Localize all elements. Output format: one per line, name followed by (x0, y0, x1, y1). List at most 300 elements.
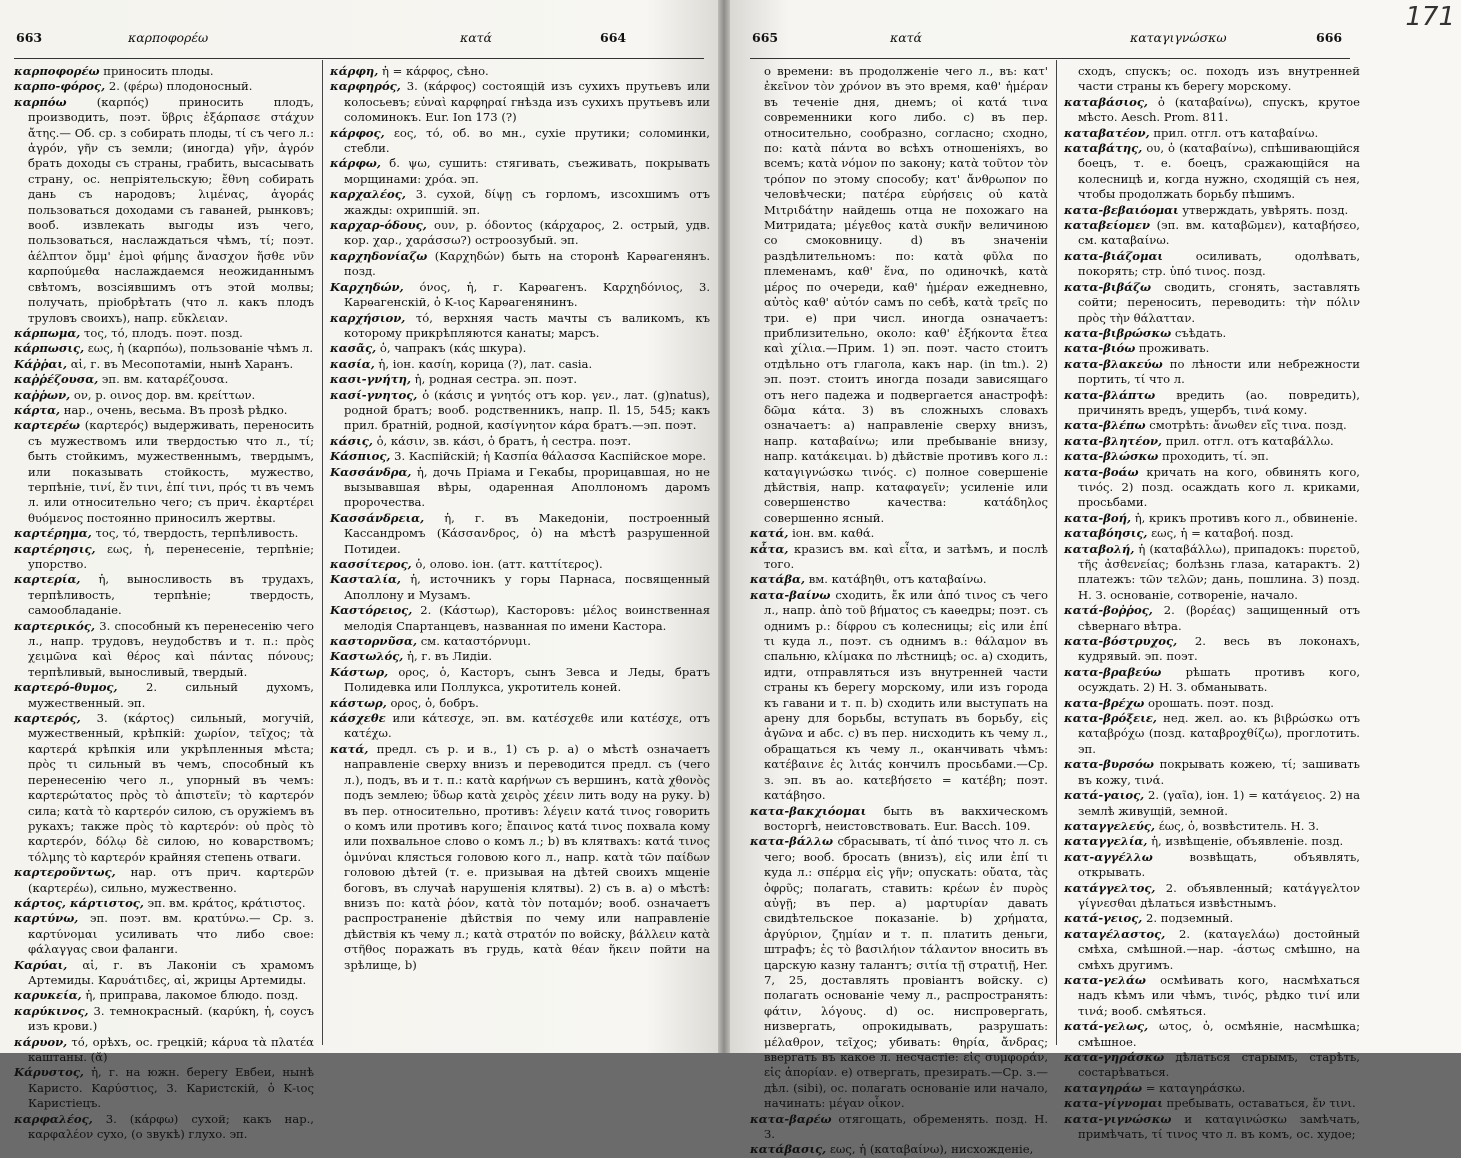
entry-headword: κατα-βοή, (1064, 510, 1132, 525)
entry-definition: εος, τό, об. во мн., сухіе прутики; соломинки, стебли. (344, 125, 710, 156)
dictionary-entry (330, 511, 710, 557)
entry-headword: καρύκινος, (14, 1003, 89, 1018)
dictionary-entry (1064, 1112, 1360, 1143)
entry-definition: съѣдать. (1174, 325, 1227, 340)
entry-definition: εως, ἡ (καρπόω), пользованіе чѣмъ л. (87, 341, 314, 356)
dictionary-entry (330, 280, 710, 311)
entry-definition: ἡ, выносливость въ трудахъ, терпѣливость, терпѣніе; твердость, самообладаніе. (28, 572, 314, 618)
entry-definition: 2. весь въ локонахъ, кудрявый. эп. поэт. (1078, 634, 1361, 664)
dictionary-entry (1064, 418, 1360, 433)
entry-definition: 2. объявленный; κατάγγελτον γίγνεσθαι дѣлаться извѣстнымъ. (1078, 880, 1360, 910)
entry-definition: проходить, τί. эп. (1161, 449, 1269, 464)
dictionary-entry (750, 1112, 1048, 1143)
entry-definition: (καρτερός) выдерживать, переносить съ мужествомъ или твердостью что л., τί; быть стойкимъ, мужественнымъ, твердымъ, или показывать стойкость, мужество, терпѣніе, τινί, ἔν τινι, ἐπί τινι, πρός τι въ чемъ л. или относительно чего; съ прич. ἐκαρτέρει θυόμενος постоянно приносилъ жертвы. (28, 418, 314, 525)
dictionary-entry (1064, 696, 1360, 711)
dictionary-entry (330, 434, 710, 449)
dictionary-entry (14, 911, 314, 957)
dictionary-entry (330, 79, 710, 125)
entry-definition: ορος, ὁ, бобръ. (390, 695, 479, 710)
entry-headword: καρπο-φόρος, (14, 79, 106, 94)
dictionary-entry (330, 557, 710, 572)
dictionary-entry (330, 218, 710, 249)
entry-definition: ορος, ὁ, Касторъ, сынъ Зевса и Леды, братъ Полидевка или Поллукса, укротитель коней. (344, 664, 710, 695)
entry-definition: ου, ὁ (καταβαίνω), спѣшивающійся боецъ, т. е. боецъ, сражающійся на колесницѣ и, когда нужно, сходящій съ нея, чтобы продолжать борьбу пѣшимъ. (1078, 141, 1360, 202)
entry-headword: κατα-βλάπτω (1064, 387, 1156, 402)
entry-headword: καταβάτης, (1064, 141, 1143, 156)
entry-headword: Κάσπιος, (330, 449, 391, 464)
dictionary-entry (1064, 711, 1360, 757)
entry-definition: τος, τό, твердость, терпѣливость. (95, 526, 299, 541)
dictionary-entry (14, 357, 314, 372)
entry-headword: καταβολή, (1064, 541, 1135, 556)
entry-definition: прил. отгл. отъ καταβαίνω. (1153, 125, 1319, 140)
entry-definition: возвѣщать, объявлять, открывать. (1078, 849, 1360, 880)
dictionary-entry (1064, 64, 1360, 95)
entry-definition: проживать. (1138, 341, 1210, 356)
dictionary-entry (1064, 788, 1360, 819)
dictionary-entry (14, 1004, 314, 1035)
running-head-right-a: κατά (890, 30, 922, 45)
entry-definition: 2. (βορέας) защищенный отъ сѣвернаго вѣтра. (1078, 603, 1360, 633)
entry-definition: 2. (γαῖα), іон. 1) = κατάγειος. 2) на землѣ живущій, земной. (1078, 788, 1361, 818)
entry-headword: καρφαλέος, (14, 1111, 93, 1126)
entry-definition: рѣшать противъ кого, осуждать. 2) Н. З. обманывать. (1078, 664, 1361, 695)
entry-definition: нар., очень, весьма. Въ прозѣ рѣдко. (63, 402, 288, 417)
dictionary-entry (330, 357, 710, 372)
dictionary-entry (14, 526, 314, 541)
entry-definition: 2. (καταγελάω) достойный смѣха, смѣшной.—нар. -άστως смѣшно, на смѣхъ другимъ. (1078, 926, 1361, 972)
dictionary-entry (750, 834, 1048, 1111)
left-page-column-1 (14, 64, 315, 1142)
entry-headword: κατα-βυρσόω (1064, 757, 1154, 772)
dictionary-entry (1064, 634, 1360, 665)
entry-definition: 2. подземный. (1145, 911, 1234, 926)
dictionary-entry (1064, 465, 1360, 511)
dictionary-entry (330, 341, 710, 356)
entry-headword: κάρτος, κάρτιστος, (14, 895, 144, 910)
dictionary-entry (330, 388, 710, 434)
entry-headword: κατα-βρόξειε, (1064, 711, 1157, 726)
dictionary-entry (1064, 603, 1360, 634)
page-number-665: 665 (752, 30, 779, 45)
entry-definition: см. καταστόρνυμι. (420, 634, 531, 649)
entry-definition: и καταγινώσκω замѣчать, примѣчать, τί τινος что л. въ комъ, ос. худое; (1078, 1111, 1361, 1142)
entry-definition: орошать. поэт. позд. (1147, 695, 1274, 710)
entry-headword: κατά-γειος, (1064, 911, 1143, 926)
entry-headword: καρτερικός, (14, 618, 96, 633)
dictionary-entry (330, 649, 710, 664)
entry-definition: ὁ, κάσιν, зв. κάσι, ὁ братъ, ἡ сестра. поэт. (376, 433, 632, 448)
entry-headword: κασί-γνητος, (330, 387, 418, 402)
dictionary-entry (14, 372, 314, 387)
entry-headword: κατα-βρέχω (1064, 695, 1145, 710)
entry-headword: κατα-βιόω (1064, 341, 1136, 356)
entry-headword: κατάβασις, (750, 1142, 827, 1157)
dictionary-entry (330, 742, 710, 973)
dictionary-entry (14, 95, 314, 326)
dictionary-entry (750, 64, 1048, 526)
entry-headword: κάρφος, (330, 125, 385, 140)
entry-definition: 3. сухой, δίψῃ съ горломъ, изсохшимъ отъ жажды: охрипшій. эп. (344, 187, 710, 217)
entry-definition: = καταγηράσκω. (1145, 1080, 1246, 1095)
entry-definition: б. ψω, сушить: стягивать, съеживать, покрывать морщинами: χρόα. эп. (344, 156, 710, 186)
entry-headword: κατάβα, (750, 572, 805, 587)
entry-definition: нед. жел. ао. къ βιβρώσκω отъ καταβρόχω (позд. καταβροχθίζω), проглотить. эп. (1078, 711, 1360, 756)
entry-definition: приносить плоды. (103, 64, 214, 78)
entry-headword: καρτύνω, (14, 911, 79, 926)
page-number-666: 666 (1316, 30, 1343, 45)
dictionary-entry (14, 988, 314, 1003)
entry-headword: καρπόω (14, 94, 67, 109)
entry-definition: или κάτεσχε, эп. вм. κατέσχεθε или κατέσχε, отъ κατέχω. (344, 711, 711, 741)
dictionary-entry (14, 326, 314, 341)
entry-definition: ὁ (κάσις и γνητός отъ кор. γεν., лат. (g)natus), родной братъ; вооб. родственникъ, напр. Il. 15, 545; какъ прил. братній, родной, κασίγνητον κάρα братъ.—эп. поэт. (344, 387, 710, 433)
left-page-column-2 (330, 64, 710, 1047)
dictionary-entry (1064, 511, 1360, 526)
dictionary-entry (330, 696, 710, 711)
entry-definition: утверждать, увѣрять. позд. (1182, 202, 1349, 217)
dictionary-entry (1064, 357, 1360, 388)
dictionary-entry (330, 187, 710, 218)
dictionary-entry (750, 804, 1048, 835)
entry-headword: κατά-βοῤῥος, (1064, 603, 1153, 618)
entry-definition: (эп. вм. καταβῶμεν), καταβήσεο, см. καταβαίνω. (1078, 218, 1360, 248)
entry-headword: καρχήσιον, (330, 310, 406, 325)
dictionary-entry (14, 1065, 314, 1111)
dictionary-entry (330, 311, 710, 342)
dictionary-entry (750, 1142, 1048, 1157)
entry-headword: κάρτα, (14, 402, 61, 417)
entry-headword: κατα-βιάζομαι (1064, 248, 1163, 263)
entry-definition: 3. (κάρτος) сильный, могучій, мужественный, крѣпкій: χωρίον, τεῖχος; τὰ καρτερά крѣпкія или укрѣпленныя мѣста; πρὸς τι сильный въ чемъ, способный къ перенесенію чего л., упорный въ чемъ: καρτερώτατος πρὸς τὸ ἀπιστεῖν; τὸ καρτερόν сила; κατὰ τὸ καρτερόν силою, съ оружіемъ въ рукахъ; также πρὸς τὸ καρτερόν: οὐ πρὸς τὸ καρτερόν, δόλῳ δὲ силою, но коварствомъ; τόλμης τὸ καρτερόν крайняя степень отваги. (28, 711, 315, 864)
entry-definition: εως, ἡ (καταβαίνω), нисхожденіе, (829, 1142, 1034, 1157)
dictionary-entry (330, 449, 710, 464)
entry-definition: эп. поэт. вм. κρατύνω.— Ср. з. καρτύνομαι усиливать что либо свое: φάλαγγας свои фаланги. (28, 911, 315, 957)
dictionary-entry (14, 896, 314, 911)
entry-definition: вредить (ао. повредить), причинять вредъ, ущербъ, τινά кому. (1078, 387, 1360, 417)
dictionary-entry (1064, 95, 1360, 126)
dictionary-entry (1064, 280, 1360, 326)
entry-definition: 3. способный къ перенесенію чего л., напр. трудовъ, неудобствъ и т. п.: πρὸς χειμῶνα καὶ θέρος καὶ πάντας πόνους; терпѣливый, выносливый, твердый. (28, 618, 315, 679)
dictionary-entry (14, 865, 314, 896)
entry-headword: Κάρυστος, (14, 1065, 84, 1080)
dictionary-entry (1064, 542, 1360, 604)
dictionary-entry (14, 79, 314, 94)
entry-headword: Κάστωρ, (330, 664, 389, 679)
entry-headword: κατ-αγγέλλω (1064, 849, 1153, 864)
entry-headword: καταγγελία, (1064, 834, 1148, 849)
entry-headword: Καστόρειος, (330, 603, 413, 618)
entry-definition: ἡ, родная сестра. эп. поэт. (414, 372, 578, 387)
entry-headword: κατά-γαιος, (1064, 788, 1145, 803)
dictionary-entry (1064, 819, 1360, 834)
entry-definition: 3. (κάρφος) состоящій изъ сухихъ прутьевъ или колосьевъ; εὐναὶ καρφηραί гнѣзда изъ сухихъ прутьевъ или соломинокъ. Eur. Ion 173 (?) (344, 79, 710, 125)
entry-definition: пребывать, оставаться, ἔν τινι. (1166, 1096, 1356, 1111)
entry-definition: кричать на кого, обвинять кого, τινός. 2) позд. осаждать кого л. криками, просьбами. (1078, 464, 1360, 510)
entry-definition: 2. (Κάστωρ), Касторовъ: μέλος воинственная мелодія Спартанцевъ, названная по имени Кастора. (344, 603, 711, 633)
entry-headword: Κασσάνδρεια, (330, 510, 425, 525)
entry-definition: 2. (φέρω) плодоносный. (108, 79, 253, 94)
entry-headword: κατα-βαρέω (750, 1111, 832, 1126)
entry-headword: κασσίτερος, (330, 557, 412, 571)
entry-headword: κατα-βλώσκω (1064, 449, 1159, 464)
dictionary-entry (330, 711, 710, 742)
entry-headword: καρτερό-θυμος, (14, 680, 118, 695)
entry-definition: ὁ, чапракъ (κάς шкура). (379, 341, 527, 356)
entry-headword: κατά-γελως, (1064, 1019, 1149, 1034)
dictionary-entry (330, 156, 710, 187)
entry-headword: κατα-βάλλω (750, 834, 834, 849)
entry-headword: Καστωλός, (330, 649, 404, 664)
entry-headword: καρφηρός, (330, 79, 401, 94)
running-head-right-b: καταγιγνώσκω (1130, 30, 1227, 45)
entry-definition: смотрѣть: ἄνωθεν εἴς τινα. позд. (1149, 418, 1347, 433)
entry-headword: Κασταλία, (330, 572, 401, 587)
entry-definition: іон. вм. καθά. (792, 526, 875, 541)
entry-definition: ὁ, олово. іон. (атт. καττίτερος). (415, 557, 603, 571)
entry-headword: κατα-βλητέον, (1064, 433, 1163, 448)
entry-headword: κάσις, (330, 433, 373, 448)
dictionary-entry (1064, 973, 1360, 1019)
entry-headword: καταγγελεύς, (1064, 818, 1156, 833)
dictionary-entry (14, 1112, 314, 1143)
dictionary-entry (330, 64, 710, 79)
dictionary-entry (1064, 757, 1360, 788)
left-page (0, 0, 718, 1142)
entry-headword: καρτεροῦντως, (14, 865, 116, 880)
entry-definition: покрывать кожею, τί; зашивать въ кожу, τινά. (1078, 757, 1360, 787)
entry-headword: κατα-γηράσκω (1064, 1050, 1165, 1064)
dictionary-entry (1064, 249, 1360, 280)
entry-definition: 3. Каспійскій; ἡ Κασπία θάλασσα Каспійское море. (394, 449, 707, 464)
entry-definition: нар. отъ прич. καρτερῶν (καρτερέω), сильно, мужественно. (28, 865, 314, 895)
entry-headword: καρχαρ-όδους, (330, 218, 427, 233)
entry-headword: καῤῥέζουσα, (14, 372, 99, 387)
running-head-left-b: κατά (460, 30, 492, 45)
entry-headword: κατα-βιβρώσκω (1064, 325, 1172, 340)
dictionary-entry (14, 64, 314, 79)
entry-headword: Κάῤῥαι, (14, 356, 67, 371)
dictionary-entry (1064, 388, 1360, 419)
entry-headword: κάρφη, (330, 64, 379, 78)
entry-definition: τό, верхняя часть мачты съ валикомъ, къ которому прикрѣпляются канаты; марсъ. (344, 310, 710, 340)
entry-definition: ἡ = κάρφος, сѣно. (381, 64, 489, 78)
entry-headword: κατα-γιγνώσκω (1064, 1111, 1172, 1126)
entry-headword: κατα-γίγνομαι (1064, 1096, 1163, 1111)
dictionary-entry (750, 526, 1048, 541)
dictionary-entry (1064, 1081, 1360, 1096)
entry-headword: καρτερία, (14, 572, 81, 587)
entry-headword: κατα-βλέπω (1064, 418, 1146, 433)
entry-definition: εως, ἡ = καταβοή. позд. (1151, 526, 1294, 541)
entry-headword: κασία, (330, 356, 375, 371)
dictionary-entry (750, 542, 1048, 573)
entry-definition: 3. темнокрасный. (καρύκη, ἡ, соусъ изъ крови.) (28, 1003, 314, 1034)
entry-headword: καῤῥων, (14, 387, 71, 402)
entry-definition: εως, ἡ, перенесеніе, терпѣніе; упорство. (28, 541, 314, 571)
entry-headword: καταγηράω (1064, 1080, 1143, 1095)
entry-headword: κατα-βιβάζω (1064, 279, 1151, 294)
dictionary-entry (14, 680, 314, 711)
entry-definition: ἡ, іон. κασίη, корица (?), лат. casia. (378, 356, 593, 371)
entry-headword: κασι-γνήτη, (330, 372, 411, 387)
entry-definition: τος, τό, плодъ. поэт. позд. (83, 325, 243, 340)
dictionary-entry (750, 588, 1048, 804)
dictionary-entry (1064, 1096, 1360, 1111)
header-rule-left (14, 58, 704, 59)
dictionary-entry (14, 711, 314, 865)
entry-definition: ἡ (καταβάλλω), припадокъ: πυρετοῦ, τῆς ἀσθενείας; болѣзнь глаза, катарактъ. 2) платежъ: τῶν τελῶν; дань, пошлина. 3) позд. Н. З. основаніе, сотвореніе, начало. (1078, 541, 1361, 602)
entry-definition: по лѣности или небрежности портить, τί что л. (1078, 356, 1361, 387)
entry-headword: κάσχεθε (330, 711, 386, 726)
dictionary-entry (330, 372, 710, 387)
entry-definition: έως, ὁ, возвѣститель. Н. З. (1158, 818, 1320, 833)
entry-definition: кразисъ вм. καὶ εἶτα, и затѣмъ, и послѣ того. (764, 541, 1048, 571)
entry-headword: κάρυον, (14, 1034, 68, 1049)
right-page-column-2 (1064, 64, 1361, 1142)
dictionary-entry (1064, 850, 1360, 881)
dictionary-entry (1064, 341, 1360, 356)
entry-headword: κάρπωμα, (14, 325, 81, 340)
entry-headword: κάστωρ, (330, 695, 387, 710)
entry-definition: αἱ, г. въ Лаконіи съ храмомъ Артемиды. Καρυάτιδες, αἱ, жрицы Артемиды. (28, 957, 315, 987)
dictionary-entry (14, 403, 314, 418)
entry-headword: κατα-βλακεύω (1064, 356, 1163, 371)
entry-headword: καρποφορέω (14, 64, 100, 78)
entry-headword: καρτέρησις, (14, 541, 96, 556)
dictionary-entry (1064, 911, 1360, 926)
entry-headword: κατάγγελτος, (1064, 880, 1156, 895)
page-number-663: 663 (16, 30, 43, 45)
entry-definition: ωτος, ὁ, осмѣяніе, насмѣшка; смѣшное. (1078, 1019, 1360, 1049)
dictionary-entry (330, 126, 710, 157)
entry-headword: κάρφω, (330, 156, 381, 171)
entry-definition: сходить, ἔκ или ἀπό τινος съ чего л., напр. ἀπὸ τοῦ βήματος съ каѳедры; поэт. съ однимъ р.: δίφρου съ колесницы; εἰς или ἐπί τι куда л., поэт. съ однимъ в.: θάλαμον въ спальню, κλίμακα по лѣстницѣ; ос. а) сходить, идти, отправляться изъ внутренней части страны къ берегу морскому, или изъ города къ гавани и т. п. b) сходить или выступать на арену для борьбы, вступать въ борьбу, εἰς ἀγῶνα и абс. с) въ пер. нисходить къ чему л., обращаться къ чему л., оканчивать чѣмъ: κατέβαινε ἐς λιτάς кончилъ просьбами.—Ср. з. эп. въ ао. κατεβήσετο = κατέβη; поэт. κατάβησο. (764, 587, 1048, 803)
entry-headword: καρχηδονίαζω (330, 248, 428, 263)
entry-headword: καταγέλαστος, (1064, 926, 1166, 941)
entry-headword: κατά, (330, 741, 369, 756)
header-rule-right (750, 58, 1350, 59)
dictionary-entry (750, 572, 1048, 587)
entry-definition: τό, орѣхъ, ос. грецкій; κάρυα τὰ πλατέα каштаны. (ᾰ) (28, 1034, 314, 1064)
entry-headword: καταβάσιος, (1064, 94, 1148, 109)
running-head-left-a: καρποφορέω (128, 30, 209, 45)
entry-headword: κατα-γελάω (1064, 972, 1146, 987)
entry-definition: ἡ, источникъ у горы Парнаса, посвященный Аполлону и Музамъ. (344, 572, 710, 602)
entry-headword: Κασσάνδρα, (330, 464, 412, 479)
entry-definition: ἡ, г. въ Македоніи, построенный Кассандромъ (Κάσσανδρος, ὁ) на мѣстѣ разрушенной Потидеи. (344, 510, 710, 556)
dictionary-entry (14, 1035, 314, 1066)
entry-definition: сходъ, спускъ; ос. походъ изъ внутренней части страны къ берегу морскому. (1078, 64, 1360, 94)
entry-definition: сводить, сгонять, заставлять сойти; переносить, переводить: τὴν πόλιν πρὸς τὴν θάλατταν. (1078, 279, 1360, 325)
dictionary-entry (330, 249, 710, 280)
entry-definition: осмѣивать кого, насмѣхаться надъ кѣмъ или чѣмъ, τινός, рѣдко τινί или τινά; вооб. смѣяться. (1078, 972, 1360, 1018)
dictionary-entry (1064, 218, 1360, 249)
entry-definition: όνος, ἡ, г. Карѳагенъ. Καρχηδόνιος, 3. Карѳагенскій, ὁ Κ-ιος Карѳагенянинъ. (344, 279, 711, 310)
dictionary-entry (1064, 203, 1360, 218)
entry-headword: Καρύαι, (14, 957, 68, 972)
column-divider-right (1056, 60, 1057, 1045)
entry-headword: καρτέρημα, (14, 526, 92, 541)
dictionary-entry (1064, 126, 1360, 141)
entry-definition: αἱ, г. въ Месопотаміи, нынѣ Харанъ. (70, 356, 294, 371)
entry-definition: осиливать, одолѣвать, покорять; стр. ὑπό τινος. позд. (1078, 248, 1361, 279)
page-number-664: 664 (600, 30, 627, 45)
entry-definition: ὁ (καταβαίνω), спускъ, крутое мѣсто. Aesch. Prom. 811. (1078, 94, 1360, 125)
entry-definition: ἡ, извѣщеніе, объявленіе. позд. (1151, 834, 1344, 849)
dictionary-entry (1064, 1050, 1360, 1081)
entry-definition: вм. κατάβηθι, отъ καταβαίνω. (808, 572, 987, 587)
entry-definition: сбрасывать, τί ἀπό τινος что л. съ чего; вооб. бросать (внизъ), εἰς или ἐπί τι куда л.: σπέρμα εἰς γῆν; опускать: οὔατα, τὰς ὀφρῦς; полагать, ставить: κρέων ἐν πυρὸς αὐγῇ; въ пер. a) μαρτυρίαν давать свидѣтельское показаніе. b) χρήματα, ἀργύριον, ζημίαν и т. п. платить деньги, штрафъ; ἐς τὸ βασιλήιον τάλαντον вносить въ царскую казну талантъ; σιτία τῇ στρατιῇ, Her. 7, 25, доставлять провіантъ войску. с) полагать основаніе чему л., распространять: φάτιν, λόγους. d) ос. ниспровергать, низвергать, опрокидывать, разрушать: μέλαθρον, τεῖχος; убивать: θηρία, ἄνδρας; ввергать въ какое л. несчастіе: εἰς συμφοράν, εἰς ἀπορίαν. е) отвергать, презирать.—Ср. з.—дѣл. (sibi), ос. полагать основаніе или начало, начинать: μέγαν οἶκον. (764, 834, 1048, 1111)
dictionary-entry (1064, 927, 1360, 973)
entry-definition: (Καρχηδών) быть на сторонѣ Карѳагенянъ. позд. (344, 248, 711, 279)
dictionary-entry (1064, 665, 1360, 696)
entry-headword: καρυκεία, (14, 988, 82, 1003)
entry-definition: быть въ вакхическомъ восторгѣ, неистовствовать. Eur. Bacch. 109. (764, 803, 1048, 833)
entry-definition: ἡ, г. на южн. берегу Евбеи, нынѣ Каристо. Καρύστιος, 3. Каристскій, ὁ Κ-ιος Каристіецъ. (28, 1065, 314, 1111)
right-page-column-1 (750, 64, 1049, 1157)
entry-headword: καταβόησις, (1064, 526, 1148, 541)
dictionary-entry (14, 619, 314, 681)
entry-headword: καρχαλέος, (330, 187, 406, 202)
entry-definition: о времени: въ продолженіе чего л., въ: κατ' ἐκεῖνον τὸν χρόνον въ это время, καθ' ἡμέραν въ теченіе дня, днемъ; οἱ κατά τινα современники кого либо. с) въ пер. относительно, сообразно, согласно; сходно, по: κατὰ πάντα во всѣхъ отношеніяхъ, во всемъ; κατὰ νόμον по закону; κατὰ τοῦτον τὸν τρόπον по этому способу; κατ' ἄνθρωπον по человѣчески; πατέρα εὑρήσεις οὐ κατὰ Μιτριδάτην найдешь отца не похожаго на Митридата; μέγεθος κατὰ συκῆν величиною со смоковницу. d) въ значеніи раздѣлительномъ: по: κατὰ φῦλα по племенамъ, καθ' ἕνα, по одиночкѣ, κατὰ μέρος по очереди, καθ' ἡμέραν ежедневно, αὐτὸς καθ' αὑτόν самъ по себѣ, κατὰ τρεῖς по три. е) при числ. иногда означаетъ: приблизительно, около: καθ' ἑξήκοντα ἔτεα καὶ χίλια.—Прим. 1) эп. поэт. часто стоитъ отдѣльно отъ глагола, какъ нар. (in tm.). 2) эп. поэт. стоитъ иногда позади зависящаго отъ него падежа и подвергается анастрофѣ: δῶμα κάτα. 3) въ сложныхъ словахъ означаетъ: a) направленіе сверху внизъ, напр. καταβαίνω; или пребываніе внизу, напр. κατάκειμαι. b) дѣйствіе противъ кого л.: καταγιγνώσκω τινός. с) полное совершеніе дѣйствія, напр. καταφαγεῖν; усиленіе или совершенство качества: κατάδηλος совершенно ясный. (764, 64, 1048, 525)
dictionary-entry (1064, 526, 1360, 541)
entry-definition: ἡ, г. въ Лидіи. (407, 649, 493, 664)
entry-definition: эп. вм. κράτος, κράτιστος. (147, 895, 306, 910)
entry-headword: κατα-βόστρυχος, (1064, 634, 1178, 649)
entry-definition: дѣлаться старымъ, старѣть, состарѣваться. (1078, 1050, 1360, 1080)
dictionary-entry (14, 388, 314, 403)
entry-definition: эп. вм. καταρέζουσα. (101, 372, 229, 387)
dictionary-entry (14, 418, 314, 526)
entry-headword: καταβατέον, (1064, 125, 1150, 140)
dictionary-entry (1064, 881, 1360, 912)
entry-headword: κάρπωσις, (14, 341, 85, 356)
entry-definition: 2. сильный духомъ, мужественный. эп. (28, 680, 314, 710)
dictionary-entry (1064, 434, 1360, 449)
handwritten-page-note: 171 (1405, 2, 1455, 32)
entry-headword: κατα-βοάω (1064, 464, 1139, 479)
entry-definition: отягощать, обременять. позд. Н. З. (764, 1111, 1049, 1142)
entry-headword: καρτερέω (14, 418, 80, 433)
dictionary-entry (1064, 449, 1360, 464)
dictionary-entry (14, 542, 314, 573)
entry-headword: καταβείομεν (1064, 218, 1151, 233)
entry-definition: прил. отгл. отъ καταβάλλω. (1165, 433, 1334, 448)
entry-headword: κασᾶς, (330, 341, 377, 356)
entry-headword: κατά, (750, 526, 789, 541)
dictionary-entry (14, 572, 314, 618)
entry-definition: ἡ, дочь Пріама и Гекабы, прорицавшая, но не вызывавшая вѣры, одаренная Аполлономъ даромъ пророчества. (344, 464, 710, 510)
entry-headword: καρτερός, (14, 711, 81, 726)
dictionary-entry (1064, 834, 1360, 849)
entry-definition: (καρπός) приносить плодъ, производить, поэт. ὕβρις ἐξάρπασε στάχυν ἄτης.— Об. ср. з собирать плоды, τί съ чего л.: ἀγρόν, γῆν съ земли; (иногда) γῆν, ἀγρόν брать доходы съ страны, грабить, высасывать страну, ос. непріятельскую; ἔθνη собирать дань съ народовъ; λιμένας, ἀγοράς пользоваться доходами съ гаваней, рынковъ; вооб. извлекать выгоды изъ чего, пользоваться, наслаждаться чѣмъ, τί; поэт. ἀέλπτον ὄμμ' ἐμοὶ φήμης ἄνασχον ἥσθε νῦν καρπούμεθα наслаждаемся неожиданнымъ свѣтомъ, возсіявшимъ отъ этой молвы; получать, пріобрѣтать (что л. какъ плодъ труловъ своихъ), напр. εὔκλειαν. (28, 94, 314, 325)
entry-definition: 3. (κάρφω) сухой; какъ нар., καρφαλέον сухо, (о звукѣ) глухо. эп. (28, 1111, 314, 1142)
book-gutter (718, 0, 730, 1053)
entry-definition: ἡ, приправа, лакомое блюдо. позд. (85, 988, 299, 1003)
entry-headword: κἆτα, (750, 541, 789, 556)
entry-headword: κατα-βραβεύω (1064, 664, 1162, 679)
dictionary-entry (14, 341, 314, 356)
dictionary-entry (330, 465, 710, 511)
entry-headword: καστορνῦσα, (330, 634, 417, 649)
entry-headword: κατα-βακχιόομαι (750, 803, 867, 818)
entry-definition: ον, р. οινος дор. вм. κρείττων. (73, 387, 256, 402)
dictionary-entry (1064, 141, 1360, 203)
entry-headword: κατα-βεβαιόομαι (1064, 202, 1179, 217)
dictionary-entry (1064, 326, 1360, 341)
entry-headword: Καρχηδών, (330, 279, 404, 294)
